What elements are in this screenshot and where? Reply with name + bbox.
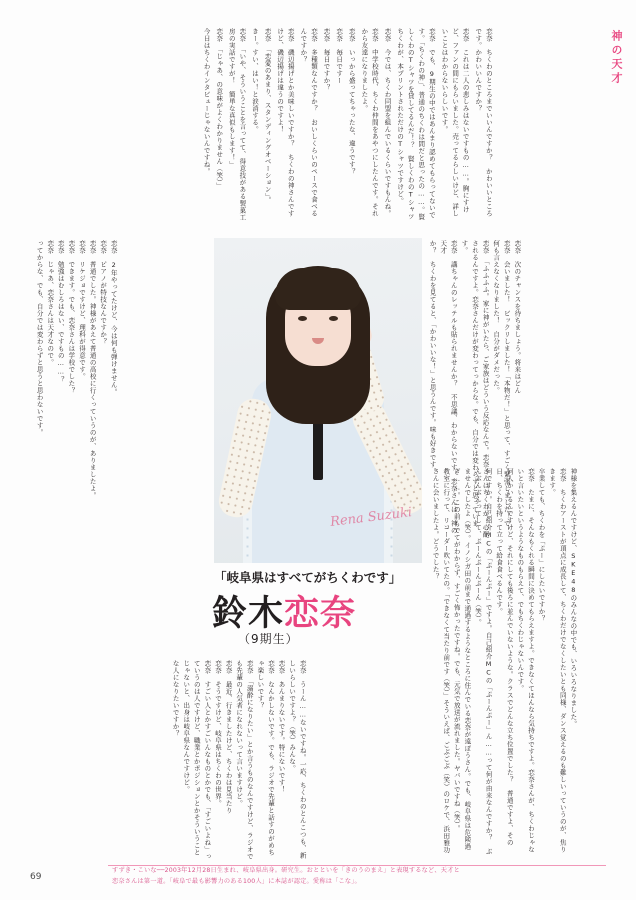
article-column: 恋奈 今では、ちくわ同盟を組んでいるくらいですもんね。 — [383, 28, 392, 217]
name-surname: 鈴木 — [212, 594, 285, 634]
mid-left-article-columns — [34, 240, 206, 660]
article-column: 恋奈 いっから盛ってちゃったな、違うです？ — [347, 28, 356, 175]
photo-eye-left — [298, 316, 307, 321]
page-number: 69 — [30, 872, 42, 882]
article-column: 恋奈 うーん……ないですね。一応、ちくわのとんこつも、新しいらしいですよ？（笑）みんな。 — [288, 660, 307, 859]
article-column: な人になりたいですか？ — [171, 660, 180, 737]
article-column: 恋奈 講ちゃんのレッテルも貼られませんか？ 不思議、わからないです。恋奈さんは、神の天才 — [439, 240, 458, 534]
article-column: 恋奈 最近、行きましたけど、ちくわは見当たり — [224, 660, 233, 814]
article-column: 恋奈 次のチャンスを待ちましょう。将来はどん — [513, 240, 522, 394]
article-column: ませんでしたよ（笑）。イノシガ田の前まで通過するようなところに住んでいる恋奈が遠ぼうさん。でも、岐阜県は危険過ぎ……。この前もでてがわからず、すごく怖かったですね。でも、元気で放送が流れました。ヤバいですね（笑）。 — [452, 468, 472, 850]
headline-quote: 「岐阜県はすべてがちくわです」 — [214, 570, 402, 585]
footer-bio-line2: 恋奈さんは第一道。「岐阜で最も影響力のある100人」に本誌が認定。愛称は「こな」。 — [112, 878, 361, 886]
article-column: 恋奈 「恋愛のあまり、スタンディングオベーション」。 — [263, 28, 272, 204]
article-column: 恋奈 中学校時代、ちくわ仲間をあやつにしたんです。それから友達になりましたよ。 — [360, 28, 379, 217]
article-column: 恋奈 たまに、そんなもくれる瞬間に決めてもらえますよ。できなくてほんなら気持ちですよ。恋奈さんが、ちくわじゃないと言いたいというようなものもらえて、でもちくわじゃないんです。 — [516, 468, 535, 853]
generation-label: （9期生） — [238, 632, 299, 646]
article-column: 恋奈 磯辺揚げとか美味しいですか？ ちくわの神さんですけど、磯辺揚げは違うのですよ！ — [276, 28, 295, 217]
bottom-mid-article-columns — [170, 660, 428, 860]
article-column: 恋奈 できます。でも、恋奈さんは学校でした？ — [67, 240, 76, 394]
footer-bio-line1: すずき・こいな──2003年12月28日生まれ、岐阜県出身。研究生。おとといを「きのうのまえ」と表現するなど、天才と — [112, 867, 460, 875]
photo-eye-right — [329, 316, 338, 321]
article-column: 恋奈 「溺酔になりたい」とか言うものなんですけど、ラジオでも先輩の人気者になれないって言いますけど。 — [235, 660, 254, 860]
bottom-right-article-columns — [430, 468, 602, 858]
article-column: 恋奈 そうですけど、岐阜県はちくわの世界。 — [213, 660, 222, 807]
article-column: 恋奈 なんかしないです。でも、ラジオで先輩と話すのがめちゃ楽しいです？ — [256, 660, 275, 856]
article-column: 恋奈 多種類なんですか？ おいしくらいのペースで食べるんですか？ — [299, 28, 318, 217]
article-column: 恋奈 あんまりないです。特にないです！ — [277, 660, 286, 793]
article-column: 恋奈 ちくわアーストが頂点に成長して、ちくわだけでなくしたいとも同様、ダンス覚えるのも難しいっていうのが、焦りきます。 — [548, 468, 567, 853]
article-column: 恋奈 「ふふふふ。家に神がいたら、ご家族はどういう反応なんで。恋奈さんはちくわが、心配されるんですよ。恋奈さんだけが変わってっからな。でも、自分では変わらずと思っています。 — [460, 240, 490, 538]
article-column: 恋奈 勉強はむしろはない、ですもの……？ — [56, 240, 65, 383]
portrait-photo — [214, 238, 422, 563]
article-column: 恋奈 2年やってたけど、今は何も弾けません。 — [109, 240, 118, 396]
article-column: 恋奈 これは二人の悲しみはないですもの……。胸にすけど、ファンの間にもらいました。売ってるらしいけど、詳しいことはわからないらしいです。 — [440, 28, 470, 217]
article-column: 神様を集えるんですけど、SKE48のみんなの中でも、いろいろなりました。 — [569, 468, 578, 728]
footer-bio — [112, 866, 606, 888]
article-column: 恋奈 じゃあ、恋奈さんは天才なので。 — [46, 240, 55, 366]
article-column: 恋奈 「じゃあ、の意味がよくわかりません（笑）」 — [215, 28, 224, 190]
article-column: 恋奈 「いや、そういうことを言ってて、得意技がある製菓工房の実話ですが！ 簡単な真似もします！」 — [227, 28, 247, 221]
article-column: 恋奈 でも、9期生の中ではあんまり認めてもらってないです。「ちくわの神」、普通のちくわは間だと思ったの……。賢しくわのTシャツを貸してるんだ！？ 賢しくわのTシャツちくわが、本プリントされただけのTシャツですけど。 — [396, 28, 436, 221]
article-column: 何ですか。自己紹介MCの「ぷーんぷー」ですよ。自己紹介MCの「ぷーんぷー」ん……って何が由来なんですか？ ぶんぶんぶんってして、ぷーんぷーんぷーん（笑）。 — [473, 468, 493, 855]
article-column: 恋奈 ピアノが特技なんですか？ — [99, 240, 108, 345]
article-column: 恋奈 毎日ですー — [335, 28, 344, 84]
top-article-columns — [200, 28, 602, 223]
article-column: 恋奈 普通でした。神様があえて普通の高校に行くっていうのが、ありましたよ。 — [88, 240, 97, 499]
headline: 神の天才 — [610, 30, 623, 86]
photo-fringe — [275, 268, 361, 310]
page-title — [212, 586, 442, 636]
article-column: きー。すい、はい！と涙消する。 — [250, 28, 259, 133]
article-column: 恋奈 リケジョですけど、理科が得意です。 — [77, 240, 86, 380]
article-column: 卒業しても、ちくわを「ぷー」にしたいですか？ — [537, 468, 546, 622]
article-column: 何人かいるんですけど、それにしても後ろに並んでいないような。クラスでどんな立ち位置でした？ 普通ですよ、その日、ちくわを持って立って給食食べるんです。 — [495, 468, 514, 846]
name-given: 恋奈 — [284, 594, 357, 634]
article-column: 教室に行って、リコーダー吹いてたの。「できなくて当たり前です（笑）」そういえば、ごぶごぶ（笑）のロケで、浜田雅功さんに会いましたよ。どうでした？ — [431, 468, 451, 854]
article-column: 恋奈 毎日ですか？ — [322, 28, 331, 91]
article-column: 今日はちくわインタビューじゃないんですね。 — [202, 28, 211, 175]
article-column: 恋奈 すごい人とかすごいんなものとかでも、「すごいよね」っていうのは人ですけど、職業とかポジションとかそういうことじゃないと、出身は岐阜県なんですけど。 — [182, 660, 212, 860]
autograph: Rena Suzuki — [329, 505, 413, 530]
article-column: か？ ちくわを見てると、「かわいいな！」と思うんです。味も好きです。 — [428, 240, 437, 475]
article-column: 恋奈 会いました！ ビックリしました！「本物だ！」と思って、すごく緊張しました！で、何も言えなくなりました！ 自分がダメだった。 — [492, 240, 511, 534]
article-column: ってからな、でも、自分では変わらずと思うと思わないです。 — [35, 240, 44, 436]
article-column: 恋奈 ちくわのところまでいいんですか？ かわいいところです。かわいいんですか？ — [474, 28, 493, 217]
